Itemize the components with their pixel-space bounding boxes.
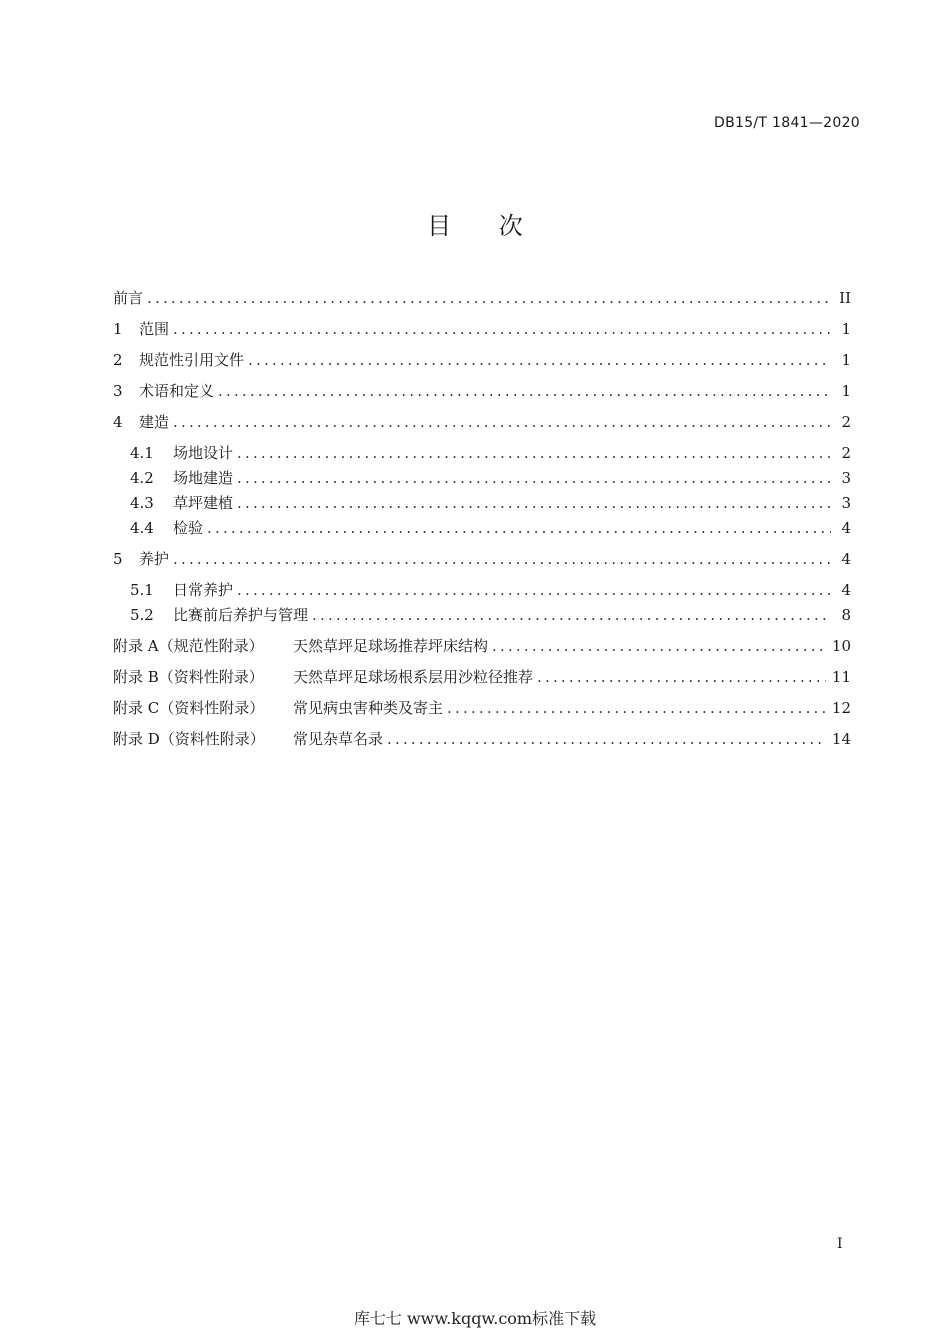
toc-num: 4.4 — [130, 519, 154, 537]
toc-entry-5-1[interactable] — [130, 578, 851, 602]
toc-dots — [492, 634, 826, 658]
toc-text: 常见病虫害种类及寄主 — [293, 699, 444, 717]
toc-dots — [237, 466, 831, 490]
toc-text: 前言 — [113, 289, 144, 307]
toc-text: 术语和定义 — [139, 382, 215, 400]
toc-text: 检验 — [173, 519, 204, 537]
toc-entry-5[interactable] — [113, 547, 851, 571]
toc-text: 场地设计 — [173, 444, 234, 462]
toc-entry-5-2[interactable] — [130, 603, 851, 627]
toc-num: 3 — [113, 382, 123, 400]
toc-dots — [387, 727, 826, 751]
toc-entry-2[interactable] — [113, 348, 851, 372]
toc-page: 4 — [841, 519, 851, 537]
toc-page: 2 — [841, 413, 851, 431]
toc-text: 常见杂草名录 — [293, 730, 384, 748]
toc-dots — [248, 348, 831, 372]
toc-dots — [207, 516, 831, 540]
toc-entry-1[interactable] — [113, 317, 851, 341]
watermark-text: 库七七 www.kqqw.com标准下载 — [353, 1309, 597, 1328]
toc-text: 草坪建植 — [173, 494, 234, 512]
page-number: I — [837, 1236, 843, 1252]
toc-num: 5 — [113, 550, 123, 568]
toc-dots — [237, 441, 831, 465]
toc-num: 4.3 — [130, 494, 154, 512]
toc-entry-4[interactable] — [113, 410, 851, 434]
toc-text: 比赛前后养护与管理 — [173, 606, 309, 624]
toc-num: 5.2 — [130, 606, 154, 624]
toc-dots — [147, 286, 831, 310]
toc-entry-annex-c[interactable] — [113, 696, 851, 720]
toc-page: 1 — [841, 382, 851, 400]
toc-page: 12 — [831, 699, 851, 717]
toc-page: 4 — [841, 581, 851, 599]
toc-entry-3[interactable] — [113, 379, 851, 403]
toc-entry-annex-d[interactable] — [113, 727, 851, 751]
toc-title: 目 次 — [427, 212, 523, 240]
toc-page: 1 — [841, 351, 851, 369]
toc-dots — [537, 665, 826, 689]
toc-dots — [237, 578, 831, 602]
toc-text: 天然草坪足球场根系层用沙粒径推荐 — [293, 668, 534, 686]
toc-text: 场地建造 — [173, 469, 234, 487]
toc-dots — [173, 547, 831, 571]
toc-entry-4-1[interactable] — [130, 441, 851, 465]
toc-page: 3 — [841, 469, 851, 487]
toc-num: 2 — [113, 351, 123, 369]
toc-page: 8 — [841, 606, 851, 624]
toc-dots — [312, 603, 831, 627]
toc-dots — [173, 410, 831, 434]
toc-page: 11 — [831, 668, 851, 686]
toc-entry-annex-a[interactable] — [113, 634, 851, 658]
toc-num: 附录 A（规范性附录） — [113, 637, 264, 655]
toc-page: II — [839, 289, 851, 307]
toc-entry-foreword[interactable] — [113, 286, 851, 310]
toc-text: 规范性引用文件 — [139, 351, 245, 369]
toc-page: 4 — [841, 550, 851, 568]
toc-page: 14 — [831, 730, 851, 748]
toc-num: 4.2 — [130, 469, 154, 487]
toc-page: 1 — [841, 320, 851, 338]
toc-num: 附录 B（资料性附录） — [113, 668, 264, 686]
toc-num: 4.1 — [130, 444, 154, 462]
toc-page: 10 — [831, 637, 851, 655]
toc-text: 建造 — [139, 413, 170, 431]
toc-num: 附录 D（资料性附录） — [113, 730, 265, 748]
doc-code: DB15/T 1841—2020 — [714, 115, 860, 131]
toc-text: 日常养护 — [173, 581, 234, 599]
toc-page: 3 — [841, 494, 851, 512]
toc-entry-4-2[interactable] — [130, 466, 851, 490]
toc-text: 范围 — [139, 320, 170, 338]
toc-num: 4 — [113, 413, 123, 431]
toc-dots — [173, 317, 831, 341]
toc-entry-4-4[interactable] — [130, 516, 851, 540]
toc-dots — [447, 696, 826, 720]
toc-dots — [218, 379, 831, 403]
toc-dots — [237, 491, 831, 515]
toc-text: 天然草坪足球场推荐坪床结构 — [293, 637, 489, 655]
toc-entry-4-3[interactable] — [130, 491, 851, 515]
toc-num: 附录 C（资料性附录） — [113, 699, 265, 717]
toc-num: 5.1 — [130, 581, 154, 599]
toc-page: 2 — [841, 444, 851, 462]
toc-num: 1 — [113, 320, 123, 338]
toc-text: 养护 — [139, 550, 170, 568]
toc-entry-annex-b[interactable] — [113, 665, 851, 689]
